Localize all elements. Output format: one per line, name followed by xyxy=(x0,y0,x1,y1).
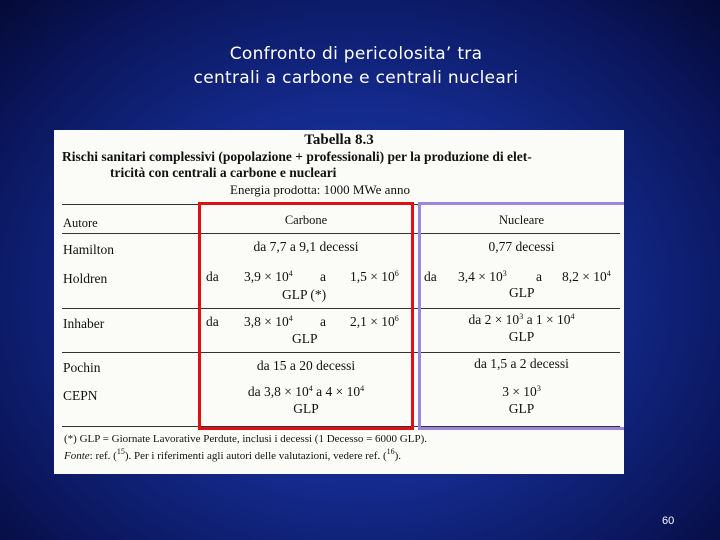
row-coal-to: $1,5 \times 10^6$ xyxy=(350,269,399,284)
row-nuclear-range: da $2 \times 10^3$ a $1 \times 10^4$ xyxy=(468,312,575,327)
header-coal: Carbone xyxy=(284,213,328,227)
row-coal-a: a xyxy=(320,314,326,329)
row-coal-from: $3,8 \times 10^4$ xyxy=(244,314,293,329)
row-nuclear-value: da 1,5 a 2 decessi xyxy=(474,356,569,371)
slide-title-line-2: centrali a carbone e centrali nucleari xyxy=(193,68,519,88)
row-nuclear-unit: GLP xyxy=(509,285,535,300)
row-nuclear-to: $8,2 \times 10^4$ xyxy=(562,269,611,284)
header-author: Autore xyxy=(63,216,98,230)
row-nuclear-from: $3,4 \times 10^3$ xyxy=(458,269,507,284)
row-coal-unit: GLP (*) xyxy=(282,287,327,302)
table-title: Tabella 8.3 xyxy=(304,132,374,148)
row-author: Inhaber xyxy=(63,316,105,331)
table-energy-note: Energia prodotta: 1000 MWe anno xyxy=(230,182,410,197)
row-author: Hamilton xyxy=(63,242,114,257)
coal-highlight-box xyxy=(198,202,414,430)
nuclear-highlight-box xyxy=(418,202,624,430)
row-author: Holdren xyxy=(63,271,108,286)
table-footnote: (*) GLP = Giornate Lavorative Perdute, inclusi i decessi (1 Decesso = 6000 GLP). xyxy=(64,433,427,445)
row-coal-unit: GLP xyxy=(293,401,319,416)
row-coal-da: da xyxy=(206,314,219,329)
header-nuclear: Nucleare xyxy=(498,213,545,227)
row-nuclear-a: a xyxy=(536,269,542,284)
row-coal-value: da 15 a 20 decessi xyxy=(256,358,356,373)
row-nuclear-da: da xyxy=(424,269,437,284)
row-author: Pochin xyxy=(63,360,101,375)
scanned-table-image xyxy=(54,130,624,474)
row-nuclear-unit: GLP xyxy=(508,329,535,344)
table-source-note: Fonte: ref. ($^{15}$). Per i riferimenti agli autori delle valutazioni, vedere ref. ($^{16}$). xyxy=(64,447,402,462)
row-nuclear-value: 0,77 decessi xyxy=(488,239,555,254)
row-coal-value: da 7,7 a 9,1 decessi xyxy=(253,239,359,254)
row-author: CEPN xyxy=(63,388,98,403)
table-caption-line-2: tricità con centrali a carbone e nucleari xyxy=(110,165,337,180)
page-number: 60 xyxy=(662,515,675,527)
row-coal-from: $3,9 \times 10^4$ xyxy=(244,269,293,284)
row-nuclear-unit: GLP xyxy=(508,401,535,416)
slide-title xyxy=(0,42,712,90)
row-coal-a: a xyxy=(320,269,326,284)
row-nuclear-range: $3 \times 10^3$ xyxy=(502,384,541,399)
table-caption-line-1: Rischi sanitari complessivi (popolazione + professionali) per la produzione di elet- xyxy=(62,149,532,164)
row-coal-range: da $3,8 \times 10^4$ a $4 \times 10^4$ xyxy=(247,384,365,399)
row-coal-da: da xyxy=(206,269,219,284)
row-coal-to: $2,1 \times 10^6$ xyxy=(350,314,399,329)
slide-title-line-1: Confronto di pericolosita’ tra xyxy=(229,44,483,64)
row-coal-unit: GLP xyxy=(292,331,318,346)
